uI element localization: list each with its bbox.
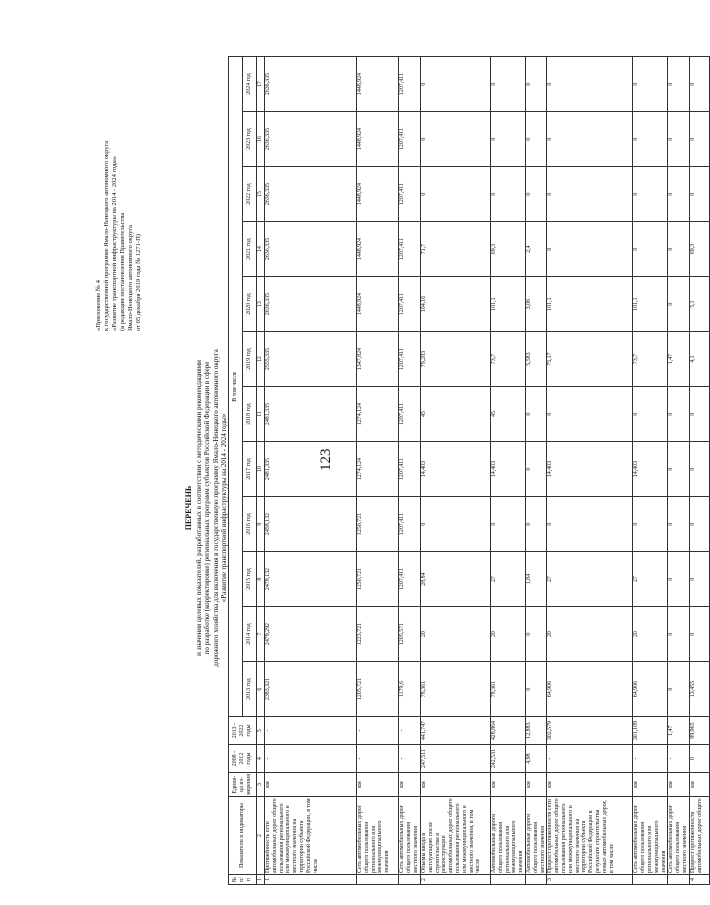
year-value-cell: 0 bbox=[668, 442, 689, 497]
year-value-cell: 0 bbox=[633, 57, 668, 112]
header-year: 2014 год bbox=[243, 607, 257, 662]
year-value-cell: 0 bbox=[689, 497, 709, 552]
column-number: 2 bbox=[257, 797, 265, 875]
row-number: 2 bbox=[421, 875, 491, 885]
year-value-cell: 73,7 bbox=[633, 332, 668, 387]
year-value-cell: 0 bbox=[633, 167, 668, 222]
header-indicator: Показатели и индикаторы bbox=[229, 797, 257, 875]
document-title-block bbox=[185, 273, 228, 743]
year-value-cell: 2555,335 bbox=[265, 332, 357, 387]
year-value-cell: 0 bbox=[525, 607, 546, 662]
column-numbers-row bbox=[257, 57, 265, 885]
subtitle-line: «Развитие транспортной инфраструктуры на 2014 - 2024 годы» bbox=[219, 413, 228, 603]
period-2013-2022-cell: 12,883 bbox=[525, 717, 546, 745]
year-value-cell: 0 bbox=[421, 112, 491, 167]
year-value-cell: 0 bbox=[668, 222, 689, 277]
header-year: 2019 год bbox=[243, 332, 257, 387]
column-number: 6 bbox=[257, 662, 265, 717]
indicator-name: Прирост протяженности автомобильных дорог общего bbox=[689, 797, 709, 875]
year-value-cell: 2481,335 bbox=[265, 442, 357, 497]
subtitle-line: дорожного хозяйства для включения в государственную программу Ямало-Ненецкого автономного округа bbox=[211, 349, 220, 667]
indicator-name: Прирост протяженности сети автомобильных дорог общего пользования регионального или межмуниципального и местного значения на территории субъекта Российской Федерации в результате строительства новых автомобильных дорог, в том числе bbox=[547, 797, 633, 875]
table-row bbox=[525, 57, 546, 885]
year-value-cell: 79,283 bbox=[421, 332, 491, 387]
year-value-cell: 1250,721 bbox=[357, 552, 399, 607]
year-value-cell: 1448,924 bbox=[357, 57, 399, 112]
indicator-name: Протяжённость сети автомобильных дорог общего пользования регионального или межмуниципального и местного значения на территории субъекта Российской Федерации, в том числе bbox=[265, 797, 357, 875]
year-value-cell: 1179,6 bbox=[399, 662, 421, 717]
year-value-cell: 0 bbox=[525, 57, 546, 112]
year-value-cell: 101,1 bbox=[547, 277, 633, 332]
year-value-cell: 0 bbox=[668, 662, 689, 717]
header-year: 2024 год bbox=[243, 57, 257, 112]
year-value-cell: 101,1 bbox=[633, 277, 668, 332]
period-2008-2012-cell: - bbox=[399, 745, 421, 773]
year-value-cell: 2636,335 bbox=[265, 277, 357, 332]
year-value-cell: 0 bbox=[525, 497, 546, 552]
year-value-cell: 2636,335 bbox=[265, 222, 357, 277]
year-value-cell: 0 bbox=[689, 387, 709, 442]
year-value-cell: 0 bbox=[668, 387, 689, 442]
header-num: № п/п bbox=[229, 875, 257, 885]
year-value-cell: 14,403 bbox=[633, 442, 668, 497]
year-value-cell: 0 bbox=[668, 497, 689, 552]
year-value-cell: 0 bbox=[689, 57, 709, 112]
appendix-line: (в редакции постановления Правительства bbox=[119, 212, 126, 331]
year-value-cell: 2458,132 bbox=[265, 497, 357, 552]
column-number: 3 bbox=[257, 773, 265, 797]
year-value-cell: 45 bbox=[491, 387, 526, 442]
year-value-cell: 0 bbox=[668, 607, 689, 662]
table-row bbox=[689, 57, 709, 885]
indicator-name: Сеть автомобильных дорог общего пользования местного значения bbox=[399, 797, 421, 875]
year-value-cell: 20 bbox=[547, 607, 633, 662]
year-value-cell: 5,1 bbox=[689, 277, 709, 332]
year-value-cell: 14,403 bbox=[491, 442, 526, 497]
year-value-cell: 0 bbox=[547, 112, 633, 167]
column-number: 7 bbox=[257, 607, 265, 662]
period-2013-2022-cell: 89,965 bbox=[689, 717, 709, 745]
unit-cell: км bbox=[357, 773, 399, 797]
period-2008-2012-cell: - bbox=[357, 745, 399, 773]
year-value-cell: 2383,321 bbox=[265, 662, 357, 717]
period-2013-2022-cell: 441,747 bbox=[421, 717, 491, 745]
year-value-cell: 1448,924 bbox=[357, 167, 399, 222]
year-value-cell: 1347,824 bbox=[357, 332, 399, 387]
year-value-cell: 1207,411 bbox=[399, 167, 421, 222]
table-row bbox=[421, 57, 491, 885]
column-number: 16 bbox=[257, 112, 265, 167]
header-year: 2013 год bbox=[243, 662, 257, 717]
row-number bbox=[399, 875, 421, 885]
table-body bbox=[265, 57, 710, 885]
year-value-cell: 28,84 bbox=[421, 552, 491, 607]
year-value-cell: 1207,411 bbox=[399, 552, 421, 607]
year-value-cell: 0 bbox=[668, 112, 689, 167]
column-number: 13 bbox=[257, 277, 265, 332]
year-value-cell: 0 bbox=[633, 112, 668, 167]
year-value-cell: 27 bbox=[547, 552, 633, 607]
year-value-cell: 0 bbox=[547, 57, 633, 112]
period-2008-2012-cell: - bbox=[668, 745, 689, 773]
year-value-cell: 2,4 bbox=[525, 222, 546, 277]
year-value-cell: 1207,411 bbox=[399, 112, 421, 167]
year-value-cell: 0 bbox=[491, 497, 526, 552]
indicator-name: Автомобильные дороги общего пользования регионального или межмуниципального значения bbox=[491, 797, 526, 875]
year-value-cell: 64,906 bbox=[547, 662, 633, 717]
year-value-cell: 1207,411 bbox=[399, 332, 421, 387]
row-number bbox=[668, 875, 689, 885]
year-value-cell: 0 bbox=[525, 387, 546, 442]
year-value-cell: 0 bbox=[689, 167, 709, 222]
year-value-cell: 78,361 bbox=[421, 662, 491, 717]
column-number: 17 bbox=[257, 57, 265, 112]
year-value-cell: 1205,571 bbox=[399, 607, 421, 662]
period-2008-2012-cell: 4,98 bbox=[525, 745, 546, 773]
appendix-line: Ямало-Ненецкого автономного округа bbox=[127, 225, 134, 331]
year-value-cell: 20 bbox=[633, 607, 668, 662]
period-2013-2022-cell: 428,864 bbox=[491, 717, 526, 745]
period-2013-2022-cell: - bbox=[265, 717, 357, 745]
row-number: 1 bbox=[265, 875, 357, 885]
page-number: 123 bbox=[318, 448, 334, 471]
indicator-name: Объемы ввода в эксплуатацию после строительства и реконструкции автомобильных дорог общего пользования регионального или межмуниципального и местного значения, в том числе bbox=[421, 797, 491, 875]
year-value-cell: 1274,124 bbox=[357, 442, 399, 497]
appendix-line: от 05 декабря 2019 года № 1271-П) bbox=[135, 234, 142, 331]
year-value-cell: 0 bbox=[491, 112, 526, 167]
subtitle-line: и значения целевых показателей, разработанных в соответствии с методическими рекомендациями bbox=[195, 360, 204, 656]
row-number bbox=[491, 875, 526, 885]
row-number bbox=[633, 875, 668, 885]
unit-cell: км bbox=[399, 773, 421, 797]
year-value-cell: 69,3 bbox=[689, 222, 709, 277]
header-year: 2017 год bbox=[243, 442, 257, 497]
year-value-cell: 75,17 bbox=[547, 332, 633, 387]
header-year: 2018 год bbox=[243, 387, 257, 442]
subtitle-line: по разработке (корректировке) региональных программ субъектов Российской Федерации в сфере bbox=[203, 361, 212, 655]
year-value-cell: 0 bbox=[547, 387, 633, 442]
header-year: 2020 год bbox=[243, 277, 257, 332]
year-value-cell: 69,3 bbox=[491, 222, 526, 277]
table-row bbox=[668, 57, 689, 885]
year-value-cell: 1207,411 bbox=[399, 497, 421, 552]
header-period-2008-2012: 2008 - 2012 годы bbox=[229, 745, 257, 773]
row-number: 4 bbox=[689, 875, 709, 885]
year-value-cell: 0 bbox=[547, 497, 633, 552]
year-value-cell: 0 bbox=[491, 57, 526, 112]
year-value-cell: 0 bbox=[633, 387, 668, 442]
year-value-cell: 0 bbox=[633, 222, 668, 277]
column-number: 12 bbox=[257, 332, 265, 387]
year-value-cell: 1,84 bbox=[525, 552, 546, 607]
unit-cell: км bbox=[525, 773, 546, 797]
indicator-name: Автомобильные дороги общего пользования местного значения bbox=[525, 797, 546, 875]
year-value-cell: 0 bbox=[668, 552, 689, 607]
year-value-cell: 0 bbox=[421, 57, 491, 112]
unit-cell: км bbox=[668, 773, 689, 797]
year-value-cell: 1448,924 bbox=[357, 112, 399, 167]
year-value-cell: 73,7 bbox=[491, 332, 526, 387]
unit-cell: км bbox=[689, 773, 709, 797]
year-value-cell: 0 bbox=[633, 497, 668, 552]
year-value-cell: 2636,335 bbox=[265, 57, 357, 112]
year-value-cell: 1448,924 bbox=[357, 277, 399, 332]
row-number bbox=[525, 875, 546, 885]
header-year: 2021 год bbox=[243, 222, 257, 277]
period-2008-2012-cell: 242,531 bbox=[491, 745, 526, 773]
period-2013-2022-cell: 301,109 bbox=[633, 717, 668, 745]
indicator-name: Сеть автомобильных дорог общего пользования местного значения bbox=[668, 797, 689, 875]
year-value-cell: 2478,132 bbox=[265, 552, 357, 607]
year-value-cell: 27 bbox=[491, 552, 526, 607]
header-period-2013-2022: 2013 - 2022 годы bbox=[229, 717, 257, 745]
year-value-cell: 0 bbox=[525, 442, 546, 497]
year-value-cell: 4,1 bbox=[689, 332, 709, 387]
year-value-cell: 1448,924 bbox=[357, 222, 399, 277]
year-value-cell: 0 bbox=[491, 167, 526, 222]
appendix-line: к государственной программе Ямало-Ненецкого автономного округа bbox=[103, 140, 110, 331]
year-value-cell: 78,361 bbox=[491, 662, 526, 717]
table-row bbox=[491, 57, 526, 885]
indicator-name: Сеть автомобильных дорог общего пользования регионального или межмуниципального значения bbox=[633, 797, 668, 875]
document-subtitle bbox=[195, 273, 228, 743]
header-including: В том числе bbox=[229, 57, 243, 717]
row-number: 3 bbox=[547, 875, 633, 885]
row-number bbox=[357, 875, 399, 885]
header-year: 2023 год bbox=[243, 112, 257, 167]
year-value-cell: 20 bbox=[491, 607, 526, 662]
year-value-cell: 1205,721 bbox=[357, 662, 399, 717]
unit-cell: км bbox=[421, 773, 491, 797]
indicators-table bbox=[228, 56, 710, 885]
column-number: 11 bbox=[257, 387, 265, 442]
year-value-cell: 45 bbox=[421, 387, 491, 442]
year-value-cell: 20 bbox=[421, 607, 491, 662]
year-value-cell: 14,403 bbox=[421, 442, 491, 497]
appendix-line: «Приложение № 4 bbox=[95, 280, 102, 331]
period-2013-2022-cell: - bbox=[357, 717, 399, 745]
table-row bbox=[399, 57, 421, 885]
header-year: 2016 год bbox=[243, 497, 257, 552]
header-year: 2015 год bbox=[243, 552, 257, 607]
column-number: 10 bbox=[257, 442, 265, 497]
year-value-cell: 0 bbox=[689, 112, 709, 167]
table-row bbox=[633, 57, 668, 885]
period-2008-2012-cell: - bbox=[547, 745, 633, 773]
year-value-cell: 0 bbox=[525, 167, 546, 222]
year-value-cell: 0 bbox=[525, 112, 546, 167]
year-value-cell: 1223,721 bbox=[357, 607, 399, 662]
year-value-cell: 1207,411 bbox=[399, 222, 421, 277]
year-value-cell: 0 bbox=[547, 222, 633, 277]
year-value-cell: 2636,335 bbox=[265, 112, 357, 167]
year-value-cell: 1,47 bbox=[668, 332, 689, 387]
year-value-cell: 0 bbox=[421, 497, 491, 552]
year-value-cell: 0 bbox=[689, 607, 709, 662]
year-value-cell: 0 bbox=[689, 442, 709, 497]
column-number: 1 bbox=[257, 875, 265, 885]
header-unit: Едини- ца из- мерения bbox=[229, 773, 257, 797]
year-value-cell: 101,1 bbox=[491, 277, 526, 332]
table-row bbox=[265, 57, 357, 885]
column-number: 4 bbox=[257, 745, 265, 773]
year-value-cell: 2479,292 bbox=[265, 607, 357, 662]
period-2008-2012-cell: 247,511 bbox=[421, 745, 491, 773]
year-value-cell: 0 bbox=[525, 662, 546, 717]
year-value-cell: 1207,411 bbox=[399, 57, 421, 112]
year-value-cell: 1207,411 bbox=[399, 442, 421, 497]
period-2013-2022-cell: 1,47 bbox=[668, 717, 689, 745]
year-value-cell: 27 bbox=[633, 552, 668, 607]
year-value-cell: 71,7 bbox=[421, 222, 491, 277]
year-value-cell: 1207,411 bbox=[399, 387, 421, 442]
unit-cell: км bbox=[491, 773, 526, 797]
document-title: ПЕРЕЧЕНЬ bbox=[184, 485, 193, 531]
header-year: 2022 год bbox=[243, 167, 257, 222]
table-row bbox=[357, 57, 399, 885]
appendix-line: «Развитие транспортной инфраструктуры на 2014 - 2024 годы» bbox=[111, 155, 118, 331]
year-value-cell: 3,06 bbox=[525, 277, 546, 332]
period-2013-2022-cell: 302,579 bbox=[547, 717, 633, 745]
unit-cell: км bbox=[265, 773, 357, 797]
year-value-cell: 1250,721 bbox=[357, 497, 399, 552]
year-value-cell: 14,403 bbox=[547, 442, 633, 497]
period-2008-2012-cell: - bbox=[633, 745, 668, 773]
appendix-note bbox=[95, 31, 143, 331]
year-value-cell: 0 bbox=[421, 167, 491, 222]
indicator-name: Сеть автомобильных дорог общего пользования регионального или межмуниципального значения bbox=[357, 797, 399, 875]
period-2013-2022-cell: - bbox=[399, 717, 421, 745]
year-value-cell: 2481,335 bbox=[265, 387, 357, 442]
period-2008-2012-cell: 0 bbox=[689, 745, 709, 773]
year-value-cell: 0 bbox=[668, 277, 689, 332]
column-number: 8 bbox=[257, 552, 265, 607]
year-value-cell: 0 bbox=[547, 167, 633, 222]
year-value-cell: 64,906 bbox=[633, 662, 668, 717]
unit-cell: км bbox=[547, 773, 633, 797]
year-value-cell: 2636,335 bbox=[265, 167, 357, 222]
year-value-cell: 1207,411 bbox=[399, 277, 421, 332]
year-value-cell: 13,455 bbox=[689, 662, 709, 717]
unit-cell: км bbox=[633, 773, 668, 797]
year-value-cell: 5,583 bbox=[525, 332, 546, 387]
column-number: 15 bbox=[257, 167, 265, 222]
table-row bbox=[547, 57, 633, 885]
year-value-cell: 1274,124 bbox=[357, 387, 399, 442]
year-value-cell: 0 bbox=[689, 552, 709, 607]
column-number: 14 bbox=[257, 222, 265, 277]
year-value-cell: 0 bbox=[668, 167, 689, 222]
column-number: 5 bbox=[257, 717, 265, 745]
year-value-cell: 0 bbox=[668, 57, 689, 112]
year-value-cell: 104,16 bbox=[421, 277, 491, 332]
period-2008-2012-cell: - bbox=[265, 745, 357, 773]
column-number: 9 bbox=[257, 497, 265, 552]
